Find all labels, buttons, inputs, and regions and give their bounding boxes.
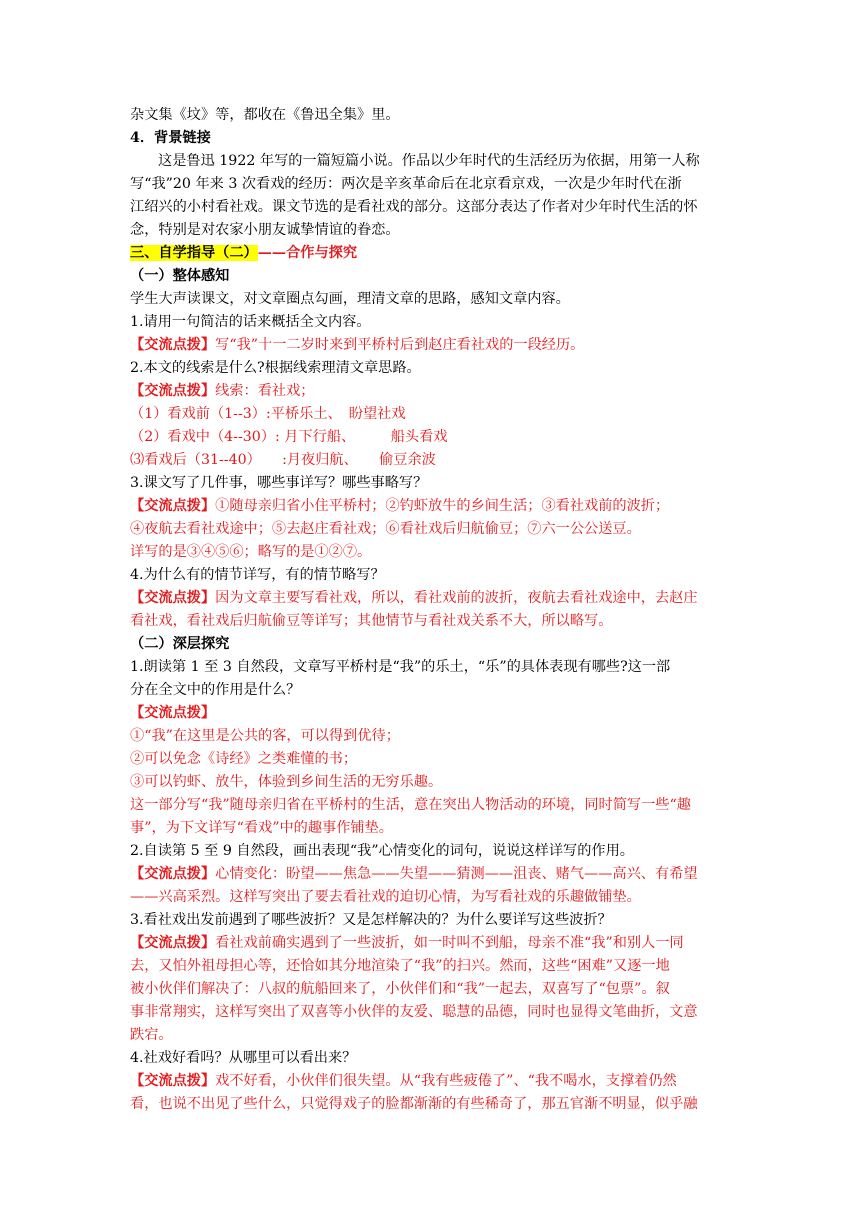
section-heading [130,242,357,264]
answer-tag: 【交流点拨】 [130,337,216,353]
answer-tag: 【交流点拨】 [130,590,216,606]
answer-text: （2）看戏中（4--30）: 月下行船、 船头看戏 [130,429,448,445]
question: 分在全文中的作用是什么？ [130,682,301,698]
answer-text: 看，也说不出见了些什么，只觉得戏子的脸都渐渐的有些稀奇了，那五官渐不明显，似乎融 [130,1096,698,1112]
question: 2.本文的线索是什么?根据线索理清文章思路。 [130,360,421,376]
answer-line [130,1070,677,1092]
answer-tag: 【交流点拨】 [130,705,216,721]
answer-text: ②可以免念《诗经》之类难懂的书； [130,751,358,767]
answer-text: 去，又怕外祖母担心等，还恰如其分地渲染了“我”的扫兴。然而，这些“困难”又逐一地 [130,958,670,974]
section-heading-background: 4．背景链接 [130,130,211,146]
answer-line [130,932,684,954]
text-line: 学生大声读课文，对文章圈点勾画，理清文章的思路，感知文章内容。 [130,291,570,307]
answer-text: ④夜航去看社戏途中；⑤去赵庄看社戏；⑥看社戏后归航偷豆；⑦六一公公送豆。 [130,521,641,537]
answer-tag: 【交流点拨】 [130,1073,216,1089]
answer-text: ——兴高采烈。这样写突出了要去看社戏的迫切心情，为写看社戏的乐趣做铺垫。 [130,889,641,905]
text-line: 杂文集《坟》等，都收在《鲁迅全集》里。 [130,107,400,123]
question: 4.社戏好看吗？从哪里可以看出来？ [130,1050,357,1066]
answer-text: 看社戏前确实遇到了一些波折，如一时叫不到船，母亲不准“我”和别人一同 [215,935,684,951]
answer-text: 心情变化：盼望——焦急——失望——猜测——沮丧、赌气——高兴、有希望 [215,866,698,882]
answer-text: 事”，为下文详写“看戏”中的趣事作铺垫。 [130,820,393,836]
answer-text: ⑶看戏后（31--40） :月夜归航、 偷豆余波 [130,452,436,468]
answer-line [130,863,698,885]
answer-line [130,380,314,402]
subsection-heading: （一）整体感知 [130,268,230,284]
answer-text: 这一部分写“我”随母亲归省在平桥村的生活，意在突出人物活动的环境，同时简写一些“趣 [130,797,691,813]
answer-tag: 【交流点拨】 [130,935,216,951]
question: 3.看社戏出发前遇到了哪些波折？又是怎样解决的？为什么要详写这些波折？ [130,912,612,928]
answer-text: 因为文章主要写看社戏，所以，看社戏前的波折，夜航去看社戏途中，去赵庄 [215,590,698,606]
paragraph-line: 江绍兴的小村看社戏。课文节选的是看社戏的部分。这部分表达了作者对少年时代生活的怀 [130,199,698,215]
answer-line [130,587,698,609]
question: 1.请用一句简洁的话来概括全文内容。 [130,314,371,330]
answer-text: 跌宕。 [130,1027,173,1043]
answer-text: 事非常翔实，这样写突出了双喜等小伙伴的友爱、聪慧的品德，同时也显得文笔曲折，文意 [130,1004,698,1020]
question: 2.自读第 5 至 9 自然段，画出表现“我”心情变化的词句，说说这样详写的作用。 [130,843,634,859]
paragraph-line: 念，特别是对农家小朋友诚挚情谊的眷恋。 [130,222,400,238]
answer-text: 看社戏，看社戏后归航偷豆等详写；其他情节与看社戏关系不大，所以略写。 [130,613,613,629]
answer-text: 被小伙伴们解决了：八叔的航船回来了，小伙伴们和“我”一起去，双喜写了“包票”。叙 [130,981,670,997]
paragraph-line: 这是鲁迅 1922 年写的一篇短篇小说。作品以少年时代的生活经历为依据，用第一人称 [158,153,700,169]
heading-suffix: ——合作与探究 [257,245,358,261]
answer-text: 戏不好看，小伙伴们很失望。从“我有些疲倦了”、“我不喝水，支撑着仍然 [215,1073,677,1089]
question: 4.为什么有的情节详写，有的情节略写？ [130,567,385,583]
highlighted-heading: 三、自学指导（二） [130,245,258,261]
answer-tag: 【交流点拨】 [130,866,216,882]
answer-text: ③可以钓虾、放牛，体验到乡间生活的无穷乐趣。 [130,774,443,790]
answer-text: ①随母亲归省小住平桥村；②钓虾放牛的乡间生活；③看社戏前的波折； [215,498,670,514]
paragraph-line: 写“我”20 年来 3 次看戏的经历：两次是辛亥革命后在北京看京戏，一次是少年时代在浙 [130,176,682,192]
answer-tag: 【交流点拨】 [130,498,216,514]
answer-line [130,495,669,517]
answer-text: 详写的是③④⑤⑥；略写的是①②⑦。 [130,544,372,560]
subsection-heading: （二）深层探究 [130,636,230,652]
answer-text: 写“我”十一二岁时来到平桥村后到赵庄看社戏的一段经历。 [215,337,585,353]
answer-text: ①“我”在这里是公共的客，可以得到优待； [130,728,400,744]
question: 3.课文写了几件事，哪些事详写？哪些事略写？ [130,475,428,491]
answer-text: 线索：看社戏； [215,383,315,399]
answer-line [130,334,584,356]
question: 1.朗读第 1 至 3 自然段，文章写平桥村是“我”的乐土，“乐”的具体表现有哪些?这一部 [130,659,671,675]
answer-tag: 【交流点拨】 [130,383,216,399]
answer-text: （1）看戏前（1--3）:平桥乐土、 盼望社戏 [130,406,406,422]
